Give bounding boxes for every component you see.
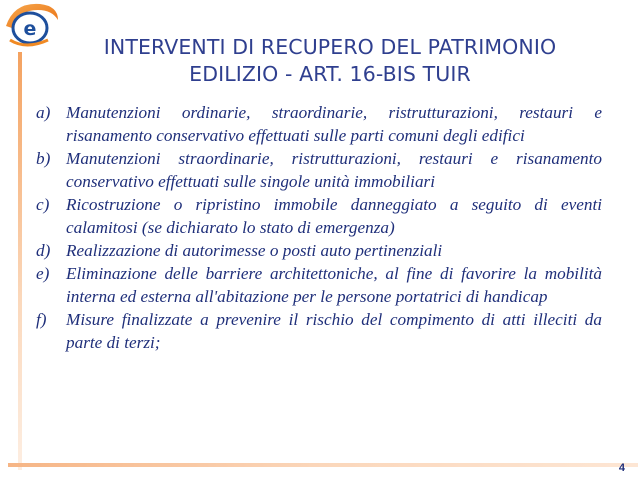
interventions-list — [36, 101, 602, 354]
list-item — [36, 193, 602, 239]
title-line-1: INTERVENTI DI RECUPERO DEL PATRIMONIO — [103, 35, 557, 59]
list-item-marker: e) — [36, 264, 50, 283]
title-line-2: EDILIZIO - ART. 16-BIS TUIR — [189, 62, 471, 86]
list-item — [36, 308, 602, 354]
list-item-marker: f) — [36, 310, 47, 329]
list-item — [36, 101, 602, 147]
list-item-marker: c) — [36, 195, 50, 214]
list-item — [36, 239, 602, 262]
list-item-marker: a) — [36, 103, 51, 122]
list-item-text: Eliminazione delle barriere architettoniche, al fine di favorire la mobilità interna ed esterna all'abitazione per le persone portatrici di handicap — [66, 264, 602, 306]
list-item-text: Manutenzioni ordinarie, straordinarie, ristrutturazioni, restauri e risanamento conservativo effettuati sulle parti comuni degli edifici — [66, 103, 602, 145]
vertical-accent-bar — [18, 52, 22, 470]
list-item-text: Misure finalizzate a prevenire il rischio del compimento di atti illeciti da parte di terzi; — [66, 310, 602, 352]
svg-text:e: e — [23, 18, 37, 40]
list-item — [36, 147, 602, 193]
list-item — [36, 262, 602, 308]
slide-title — [60, 34, 600, 88]
list-item-marker: b) — [36, 149, 51, 168]
agency-logo-icon — [0, 0, 62, 50]
list-item-text: Ricostruzione o ripristino immobile danneggiato a seguito di eventi calamitosi (se dichiarato lo stato di emergenza) — [66, 195, 602, 237]
bottom-accent-bar — [8, 463, 638, 467]
list-item-text: Manutenzioni straordinarie, ristrutturazioni, restauri e risanamento conservativo effettuati sulle singole unità immobiliari — [66, 149, 602, 191]
list-item-text: Realizzazione di autorimesse o posti auto pertinenziali — [66, 241, 443, 260]
list-item-marker: d) — [36, 241, 51, 260]
page-number: 4 — [618, 462, 625, 474]
